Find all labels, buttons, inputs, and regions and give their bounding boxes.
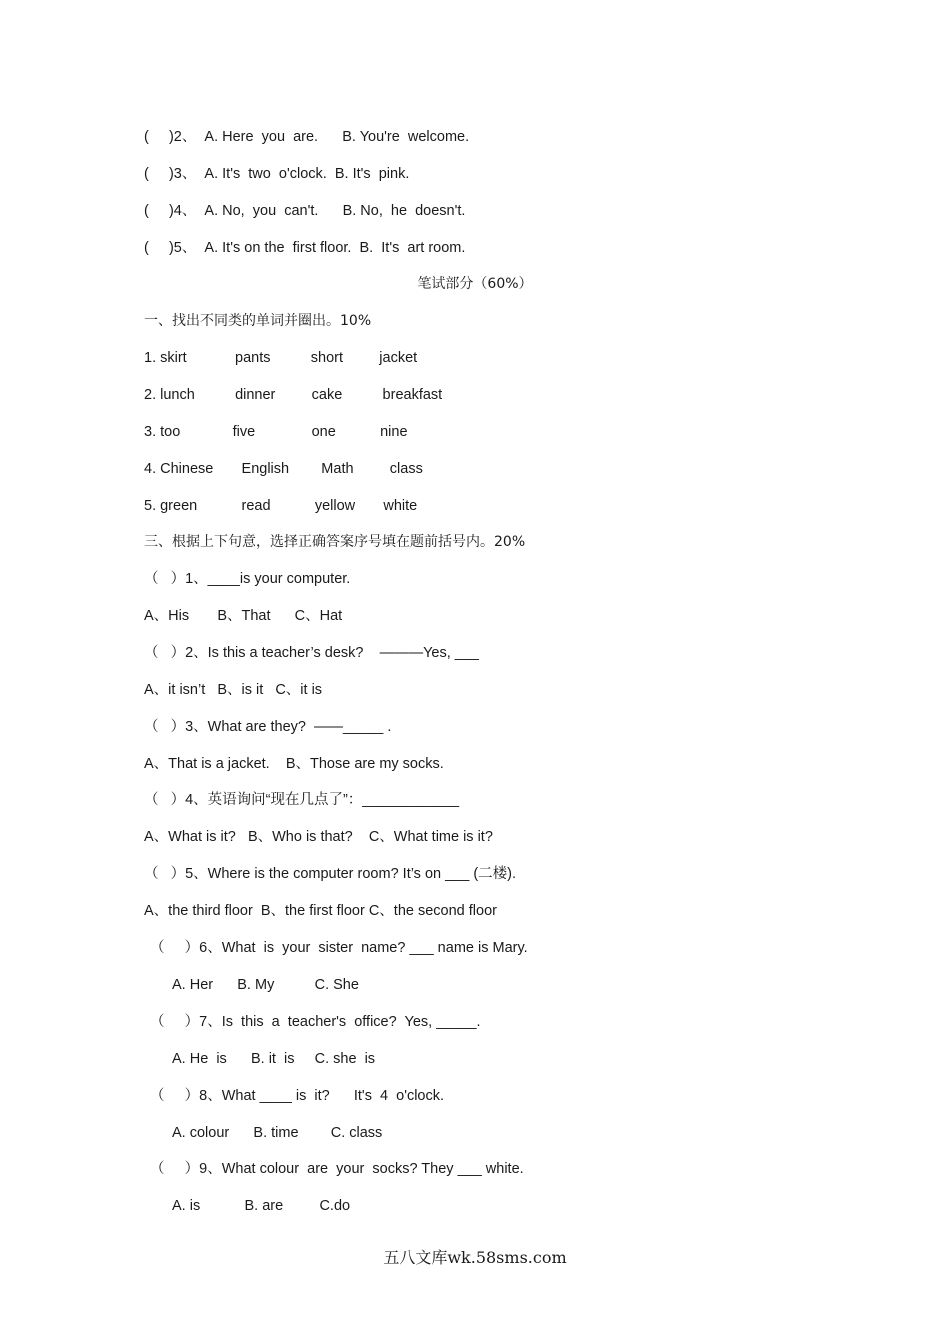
question-4-options: A、What is it? B、Who is that? C、What time is it? <box>144 829 493 845</box>
question-1: （ ）1、____is your computer. <box>144 571 351 587</box>
section1-row: 3. too five one nine <box>144 424 408 440</box>
question-6: （ ）6、What is your sister name? ___ name is Mary. <box>150 940 528 956</box>
question-9-options: A. is B. are C.do <box>172 1198 351 1214</box>
question-5-options: A、the third floor B、the first floor C、the second floor <box>144 903 497 919</box>
question-1-options: A、His B、That C、Hat <box>144 608 343 624</box>
listening-item-4: ( )4、 A. No, you can't. B. No, he doesn't. <box>144 203 466 219</box>
section1-row: 1. skirt pants short jacket <box>144 350 418 366</box>
question-6-options: A. Her B. My C. She <box>172 977 359 993</box>
section1-row: 2. lunch dinner cake breakfast <box>144 387 443 403</box>
listening-item-5: ( )5、 A. It's on the first floor. B. It's art room. <box>144 240 466 256</box>
question-7-options: A. He is B. it is C. she is <box>172 1051 376 1067</box>
question-3-options: A、That is a jacket. B、Those are my socks. <box>144 756 444 772</box>
written-section-header: 笔试部分（60%） <box>417 276 533 292</box>
question-8-options: A. colour B. time C. class <box>172 1125 383 1141</box>
question-9: （ ）9、What colour are your socks? They ___ white. <box>150 1161 524 1177</box>
question-5: （ ）5、Where is the computer room? It’s on ___ (二楼). <box>144 866 517 882</box>
section3-title: 三、根据上下句意，选择正确答案序号填在题前括号内。20% <box>144 534 526 550</box>
section1-row: 5. green read yellow white <box>144 498 418 514</box>
question-2-options: A、it isn’t B、is it C、it is <box>144 682 323 698</box>
page-footer: 五八文库wk.58sms.com <box>383 1248 567 1267</box>
question-8: （ ）8、What ____ is it? It's 4 o'clock. <box>150 1088 445 1104</box>
listening-item-2: ( )2、 A. Here you are. B. You're welcome. <box>144 129 470 145</box>
question-4: （ ）4、英语询问“现在几点了”：____________ <box>144 792 460 808</box>
listening-item-3: ( )3、 A. It's two o'clock. B. It's pink. <box>144 166 410 182</box>
question-7: （ ）7、Is this a teacher's office? Yes, _____. <box>150 1014 481 1030</box>
section1-title: 一、找出不同类的单词并圈出。10% <box>144 313 372 329</box>
question-3: （ ）3、What are they? ——_____ . <box>144 719 392 735</box>
section1-row: 4. Chinese English Math class <box>144 461 423 477</box>
question-2: （ ）2、Is this a teacher’s desk? ———Yes, ___ <box>144 645 479 661</box>
